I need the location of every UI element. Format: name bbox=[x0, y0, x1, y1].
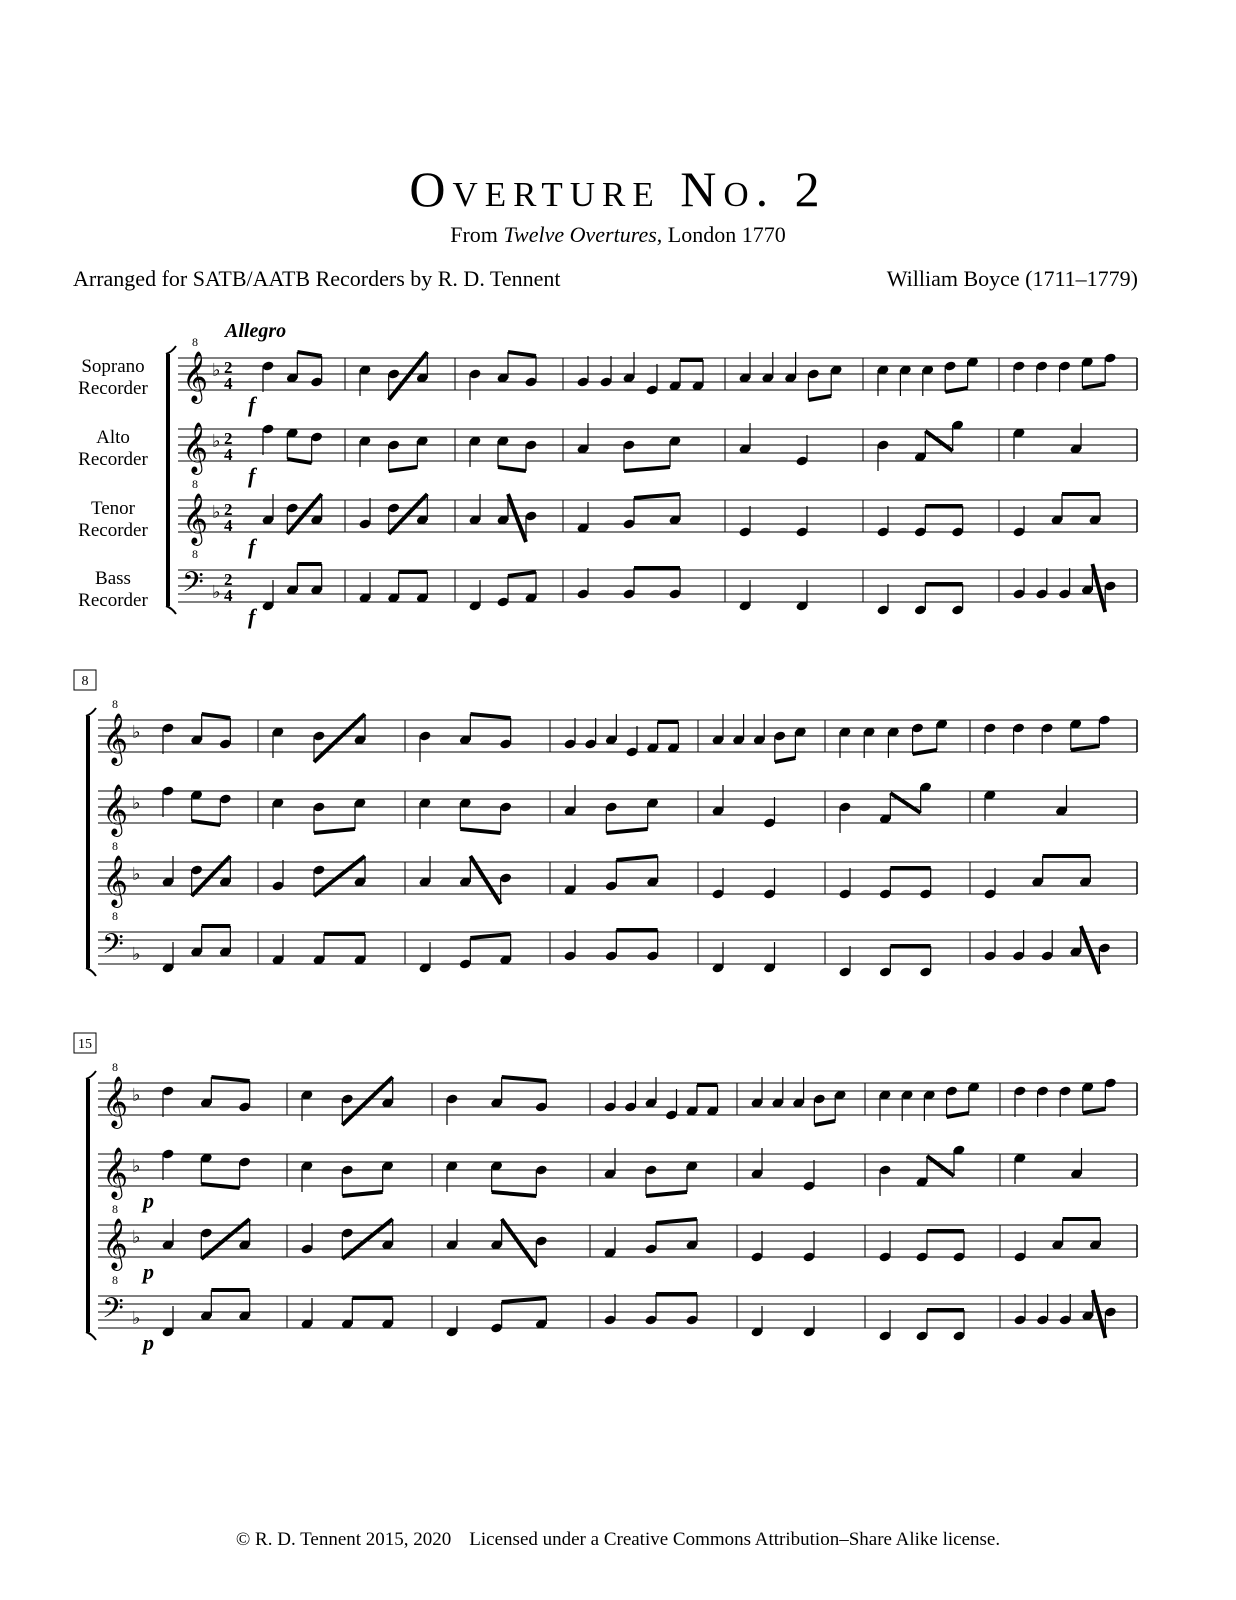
key-signature-flat: ♭ bbox=[132, 1156, 141, 1176]
note-beam bbox=[502, 1219, 537, 1267]
dynamic-marking: p bbox=[143, 1330, 154, 1355]
note-beam bbox=[502, 1077, 547, 1081]
octave-mark: 8 bbox=[112, 1060, 118, 1074]
time-signature-top: 2 bbox=[224, 429, 233, 448]
note-beam bbox=[925, 431, 952, 451]
license-text: Licensed under a Creative Commons Attribution–Share Alike license. bbox=[469, 1529, 1001, 1550]
instrument-name-line1: Alto bbox=[96, 427, 130, 448]
note-beam bbox=[634, 494, 680, 498]
note-beam bbox=[947, 1113, 969, 1117]
dynamic-marking: f bbox=[248, 463, 256, 488]
bracket-top-hook bbox=[86, 1071, 96, 1079]
treble-clef: 𝄞 bbox=[102, 1219, 129, 1268]
note-beam bbox=[775, 758, 796, 762]
note-beam bbox=[1081, 926, 1100, 974]
note-beam bbox=[201, 1184, 239, 1188]
dynamic-marking: p bbox=[143, 1259, 154, 1284]
note-beam bbox=[913, 750, 937, 754]
key-signature-flat: ♭ bbox=[132, 722, 141, 742]
note-beam bbox=[297, 352, 321, 356]
treble-clef: 𝄞 bbox=[102, 714, 129, 763]
instrument-name-line2: Recorder bbox=[78, 520, 148, 541]
key-signature-flat: ♭ bbox=[212, 360, 221, 380]
page-title: Overture No. 2 bbox=[409, 161, 827, 217]
octave-mark: 8 bbox=[112, 1273, 118, 1287]
note-beam bbox=[389, 467, 418, 471]
bracket-top-hook bbox=[166, 346, 176, 354]
note-beam bbox=[498, 467, 526, 471]
system-bracket bbox=[86, 716, 90, 968]
note-beam bbox=[927, 1156, 954, 1176]
note-beam bbox=[460, 829, 500, 833]
time-signature-bottom: 4 bbox=[224, 516, 233, 535]
octave-mark: 8 bbox=[112, 697, 118, 711]
subtitle-work: Twelve Overtures bbox=[503, 222, 657, 247]
time-signature-bottom: 4 bbox=[224, 374, 233, 393]
octave-mark: 8 bbox=[112, 1202, 118, 1216]
treble-clef: 𝄞 bbox=[102, 785, 129, 834]
note-beam bbox=[1092, 564, 1105, 612]
system-bracket bbox=[86, 1079, 90, 1332]
note-beam bbox=[624, 467, 670, 471]
dynamic-marking: f bbox=[248, 534, 256, 559]
time-signature-bottom: 4 bbox=[224, 586, 233, 605]
instrument-name-line2: Recorder bbox=[78, 590, 148, 611]
bass-clef: 𝄢 bbox=[102, 930, 124, 967]
note-beam bbox=[492, 1192, 537, 1196]
tempo-marking: Allegro bbox=[225, 320, 287, 342]
octave-mark: 8 bbox=[192, 547, 198, 561]
key-signature-flat: ♭ bbox=[132, 944, 141, 964]
note-beam bbox=[890, 793, 920, 813]
note-beam bbox=[1071, 746, 1100, 750]
note-beam bbox=[470, 856, 500, 904]
instrument-name-line1: Bass bbox=[95, 568, 131, 589]
octave-mark: 8 bbox=[112, 839, 118, 853]
key-signature-flat: ♭ bbox=[212, 431, 221, 451]
copyright-text: © R. D. Tennent 2015, 2020 bbox=[235, 1529, 452, 1550]
note-beam bbox=[616, 856, 657, 860]
treble-clef: 𝄞 bbox=[182, 423, 209, 472]
octave-mark: 8 bbox=[192, 477, 198, 491]
note-beam bbox=[192, 821, 221, 825]
time-signature-top: 2 bbox=[224, 358, 233, 377]
note-beam bbox=[646, 1192, 687, 1196]
instrument-name-line1: Soprano bbox=[81, 356, 145, 377]
key-signature-flat: ♭ bbox=[132, 864, 141, 884]
time-signature-top: 2 bbox=[224, 500, 233, 519]
note-beam bbox=[470, 934, 510, 938]
octave-mark: 8 bbox=[192, 335, 198, 349]
time-signature-bottom: 4 bbox=[224, 445, 233, 464]
octave-mark: 8 bbox=[112, 909, 118, 923]
note-beam bbox=[211, 1077, 249, 1081]
key-signature-flat: ♭ bbox=[132, 1227, 141, 1247]
treble-clef: 𝄞 bbox=[102, 856, 129, 905]
bass-clef: 𝄢 bbox=[102, 1294, 124, 1331]
key-signature-flat: ♭ bbox=[132, 1085, 141, 1105]
note-beam bbox=[945, 388, 967, 392]
treble-clef: 𝄞 bbox=[102, 1148, 129, 1197]
note-beam bbox=[814, 1121, 835, 1125]
system-bracket bbox=[166, 354, 170, 606]
treble-clef: 𝄞 bbox=[102, 1077, 129, 1126]
note-beam bbox=[1083, 1109, 1106, 1113]
note-beam bbox=[502, 1298, 547, 1302]
instrument-name-line2: Recorder bbox=[78, 378, 148, 399]
note-beam bbox=[470, 714, 510, 718]
note-beam bbox=[808, 396, 831, 400]
time-signature-top: 2 bbox=[224, 570, 233, 589]
treble-clef: 𝄞 bbox=[182, 352, 209, 401]
bracket-bottom-hook bbox=[86, 1332, 96, 1340]
note-beam bbox=[202, 714, 231, 718]
composer-credit: William Boyce (1711–1779) bbox=[886, 266, 1138, 291]
bracket-top-hook bbox=[86, 708, 96, 716]
bass-clef: 𝄢 bbox=[182, 568, 204, 605]
dynamic-marking: p bbox=[143, 1188, 154, 1213]
measure-number: 8 bbox=[81, 674, 89, 689]
note-beam bbox=[314, 829, 355, 833]
note-beam bbox=[656, 1219, 697, 1223]
instrument-name-line1: Tenor bbox=[90, 498, 136, 519]
bracket-bottom-hook bbox=[86, 968, 96, 976]
footer bbox=[0, 1529, 1236, 1551]
bracket-bottom-hook bbox=[166, 606, 176, 614]
key-signature-flat: ♭ bbox=[212, 502, 221, 522]
key-signature-flat: ♭ bbox=[212, 582, 221, 602]
note-beam bbox=[342, 1192, 382, 1196]
note-beam bbox=[1093, 1290, 1106, 1338]
note-beam bbox=[1082, 384, 1105, 388]
dynamic-marking: f bbox=[248, 392, 256, 417]
arranger-credit: Arranged for SATB/AATB Recorders by R. D. Tennent bbox=[73, 266, 561, 291]
note-beam bbox=[508, 352, 536, 356]
note-beam bbox=[606, 829, 647, 833]
measure-number: 15 bbox=[78, 1037, 92, 1052]
subtitle-prefix: From bbox=[450, 222, 504, 247]
note-beam bbox=[508, 572, 536, 576]
key-signature-flat: ♭ bbox=[132, 1308, 141, 1328]
treble-clef: 𝄞 bbox=[182, 494, 209, 543]
note-beam bbox=[287, 459, 311, 463]
note-beam bbox=[508, 494, 526, 542]
key-signature-flat: ♭ bbox=[132, 793, 141, 813]
instrument-name-line2: Recorder bbox=[78, 449, 148, 470]
dynamic-marking: f bbox=[248, 604, 256, 629]
subtitle-suffix: , London 1770 bbox=[656, 222, 786, 247]
